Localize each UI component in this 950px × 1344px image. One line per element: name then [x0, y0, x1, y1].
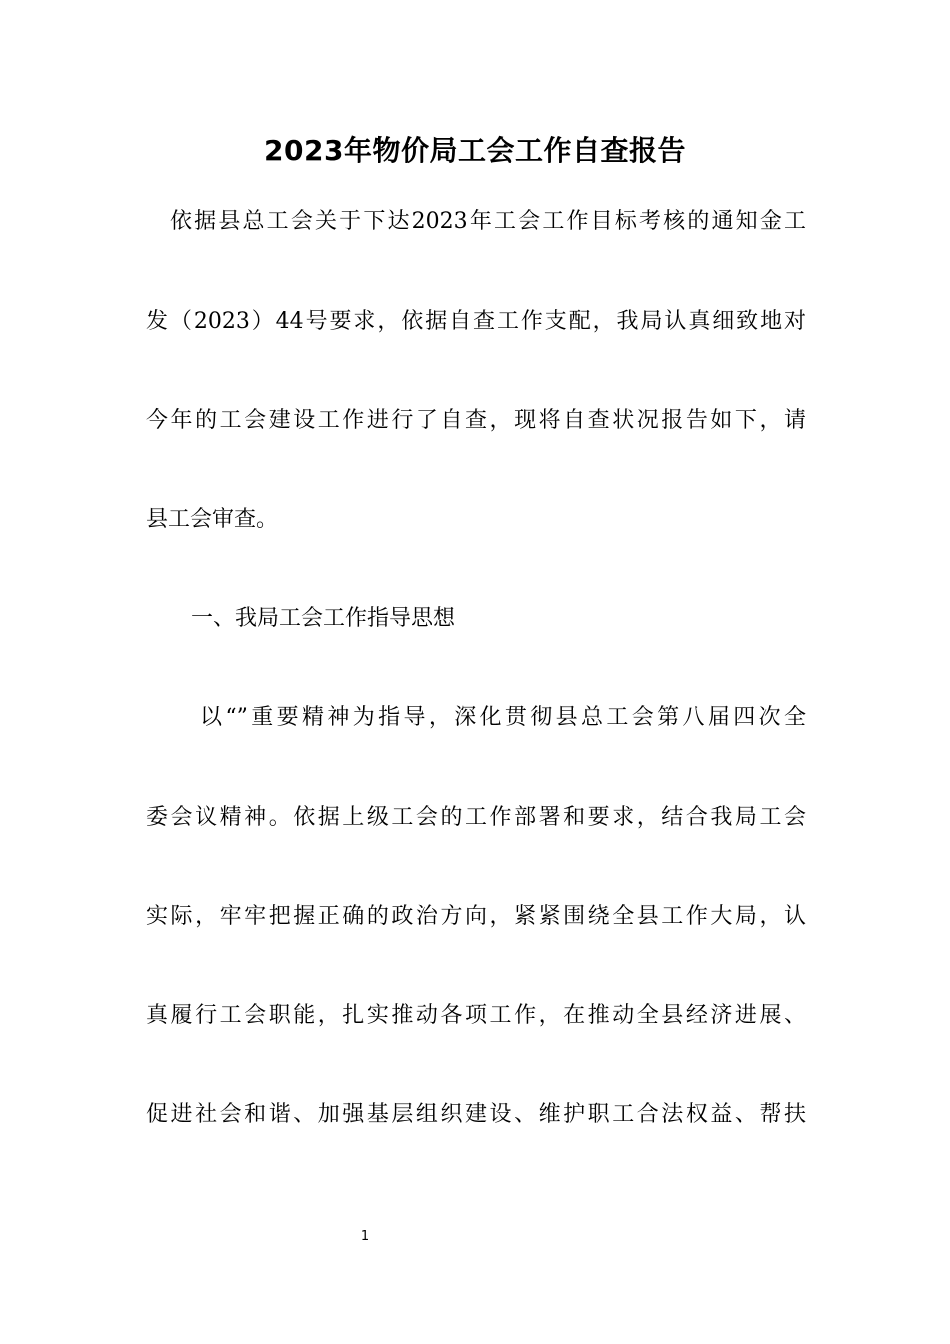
- paragraph-line: 真履行工会职能，扎实推动各项工作，在推动全县经济进展、: [146, 1003, 806, 1028]
- paragraph-line: 以“”重要精神为指导，深化贯彻县总工会第八届四次全: [200, 705, 806, 730]
- paragraph-line: 委会议精神。依据上级工会的工作部署和要求，结合我局工会: [146, 805, 806, 830]
- paragraph-line: 实际，牢牢把握正确的政治方向，紧紧围绕全县工作大局，认: [146, 904, 806, 929]
- paragraph-line: 促进社会和谐、加强基层组织建设、维护职工合法权益、帮扶: [146, 1102, 806, 1127]
- paragraph-line: 今年的工会建设工作进行了自查，现将自查状况报告如下，请: [146, 408, 806, 433]
- page-number: 1: [360, 1229, 370, 1244]
- paragraph-line: 依据县总工会关于下达2023年工会工作目标考核的通知金工: [170, 209, 806, 234]
- paragraph-line: 县工会审查。: [146, 507, 279, 532]
- section-heading: 一、我局工会工作指导思想: [191, 606, 456, 631]
- document-title: 2023年物价局工会工作自查报告: [264, 134, 686, 167]
- paragraph-line: 发（2023）44号要求，依据自查工作支配，我局认真细致地对: [146, 309, 806, 334]
